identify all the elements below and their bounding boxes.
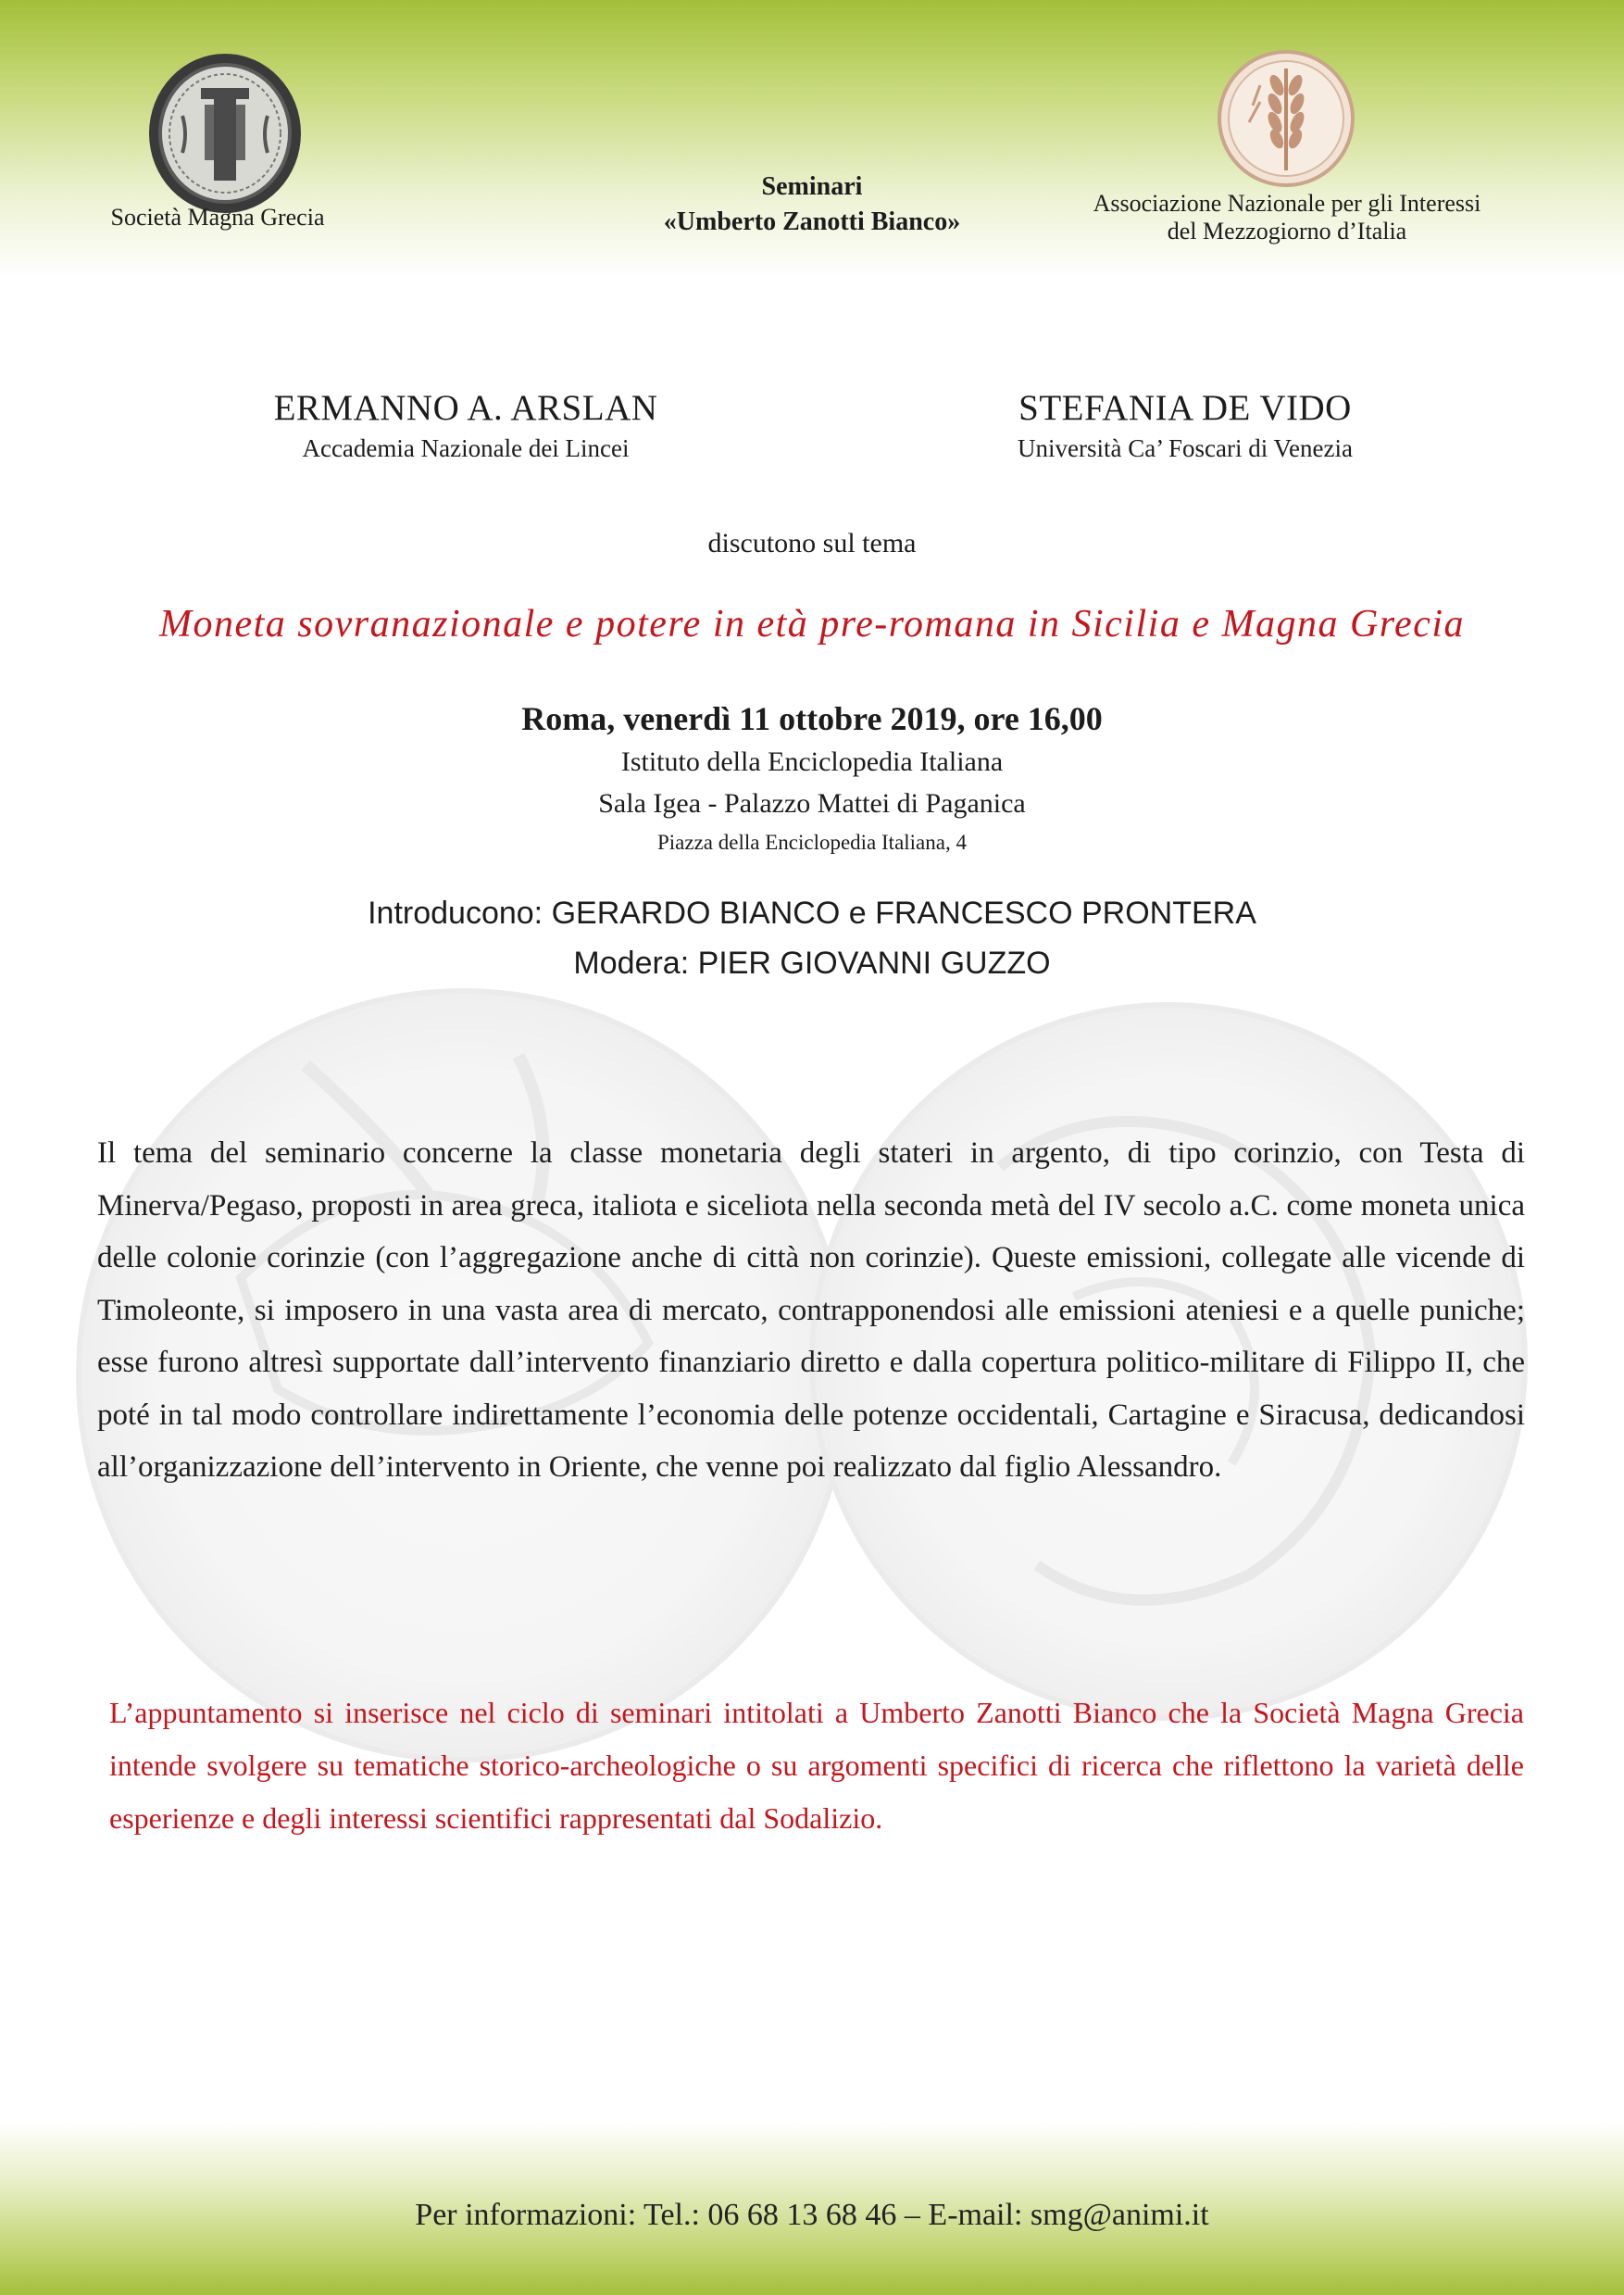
venue-line-1: Istituto della Enciclopedia Italiana xyxy=(620,746,1004,777)
venue-line-2: Sala Igea - Palazzo Mattei di Paganica xyxy=(598,788,1026,819)
speaker-affiliation: Università Ca’ Foscari di Venezia xyxy=(1018,434,1353,462)
left-organization-name: Società Magna Grecia xyxy=(110,204,325,231)
seminar-name: «Umberto Zanotti Bianco» xyxy=(663,207,961,236)
seminar-label: Seminari xyxy=(761,172,863,201)
seminar-series-title xyxy=(518,169,1106,240)
speaker-block-1 xyxy=(179,387,753,463)
speaker-block-2 xyxy=(898,387,1472,463)
moderator-line: Modera: PIER GIOVANNI GUZZO xyxy=(573,946,1051,981)
speaker-name: ERMANNO A. ARSLAN xyxy=(273,388,658,428)
series-note-paragraph: L’appuntamento si inserisce nel ciclo di seminari intitolati a Umberto Zanotti Bianco che la Società Magna Grecia intende svolgere su tematiche storico-archeologiche o su argomenti specifici di ricerca che riflettono la varietà delle esperienze e degli interessi scientifici rappresentati dal Sodalizio. xyxy=(109,1696,1524,1835)
ancient-coin-seal-icon xyxy=(145,51,305,216)
event-datetime: Roma, venerdì 11 ottobre 2019, ore 16,00 xyxy=(521,700,1103,737)
seminar-topic-title: Moneta sovranazionale e potere in età pre-romana in Sicilia e Magna Grecia xyxy=(158,603,1466,646)
contact-info: Per informazioni: Tel.: 06 68 13 68 46 – E-mail: smg@animi.it xyxy=(415,2198,1209,2232)
discussion-label: discutono sul tema xyxy=(707,528,917,558)
wheat-ear-coin-icon xyxy=(1216,48,1356,189)
right-org-line-1: Associazione Nazionale per gli Interessi xyxy=(1093,190,1481,217)
introduction-line: Introducono: GERARDO BIANCO e FRANCESCO PRONTERA xyxy=(368,896,1256,931)
right-org-line-2: del Mezzogiorno d’Italia xyxy=(1167,218,1407,245)
right-organization-name xyxy=(1046,190,1528,245)
speaker-name: STEFANIA DE VIDO xyxy=(1018,388,1352,428)
description-paragraph: Il tema del seminario concerne la classe monetaria degli stateri in argento, di tipo corinzio, con Testa di Minerva/Pegaso, proposti in area greca, italiota e siceliota nella seconda metà del IV secolo a.C. come moneta unica delle colonie corinzie (con l’aggregazione anche di città non corinzie). Queste emissioni, collegate alle vicende di Timoleonte, si imposero in una vasta area di mercato, contrapponendosi alle emissioni ateniesi e a quelle puniche; esse furono altresì supportate dall’intervento finanziario diretto e dalla copertura politico-militare di Filippo II, che poté in tal modo controllare indirettamente l’economia delle potenze occidentali, Cartagine e Siracusa, dedicandosi all’organizzazione dell’intervento in Oriente, che venne poi realizzato dal figlio Alessandro. xyxy=(97,1136,1525,1484)
speaker-affiliation: Accademia Nazionale dei Lincei xyxy=(302,434,630,462)
venue-address: Piazza della Enciclopedia Italiana, 4 xyxy=(657,831,967,854)
